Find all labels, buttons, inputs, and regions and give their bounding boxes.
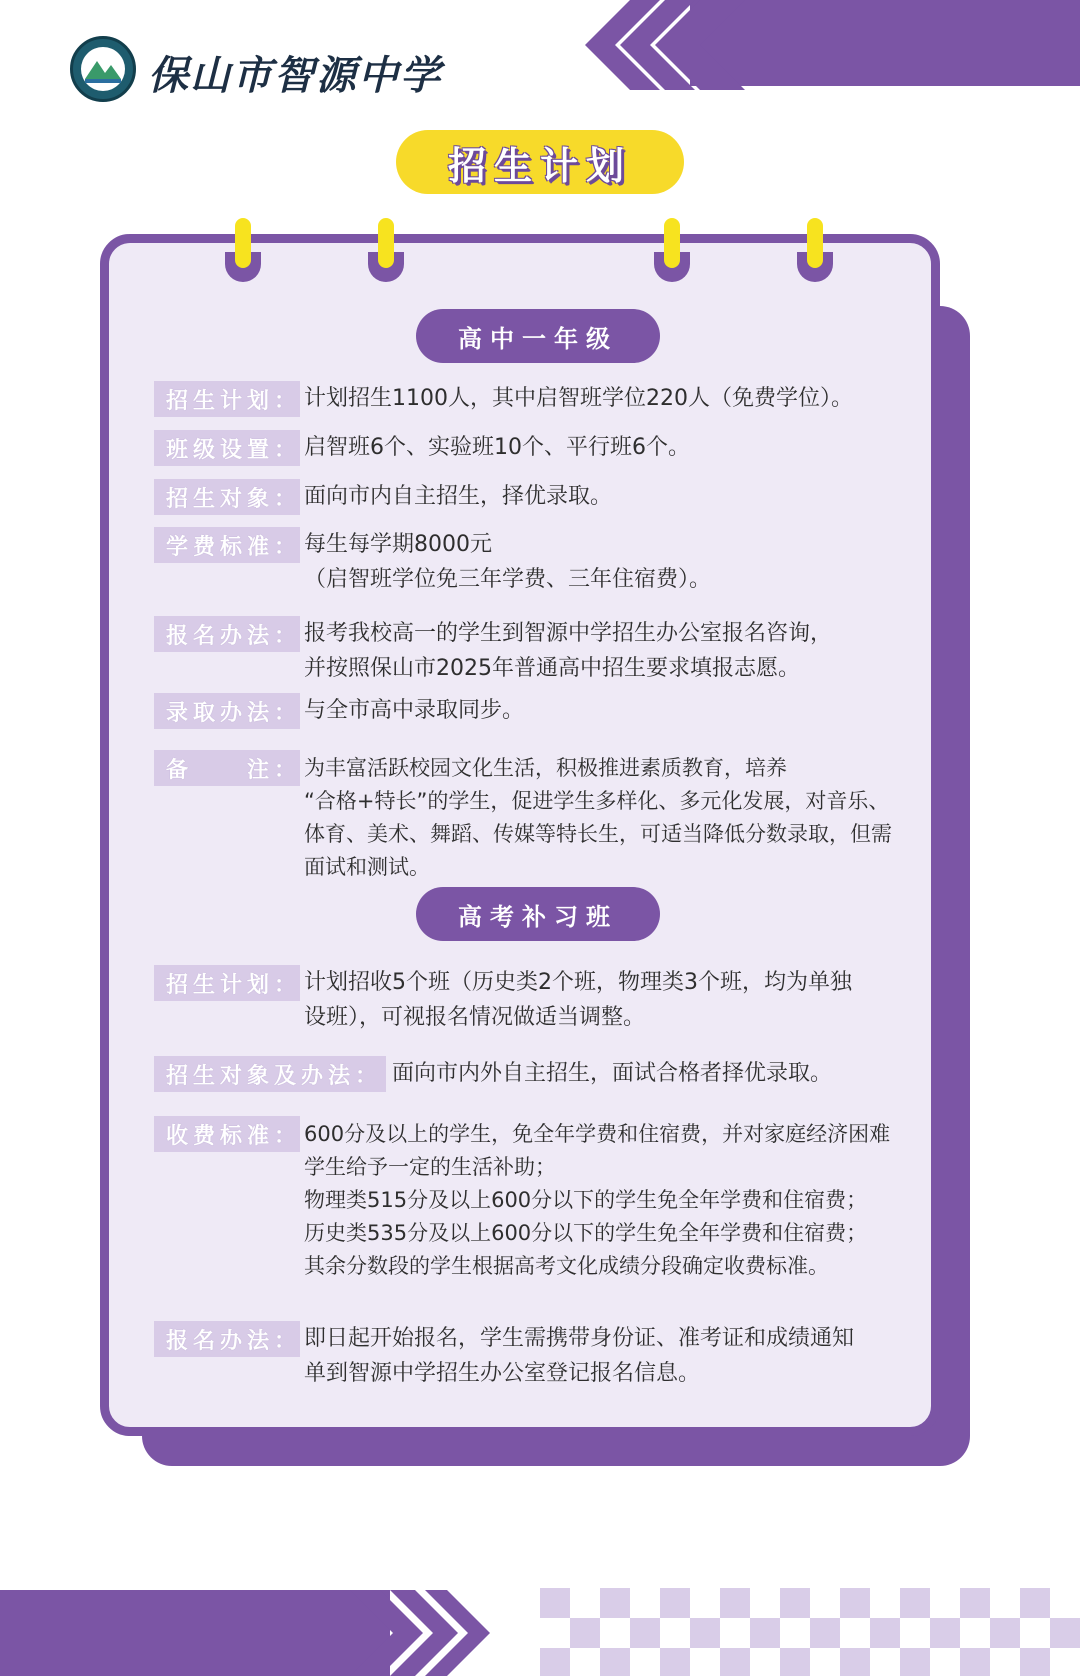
title-banner [396,130,684,194]
school-name: 保山市智源中学 [148,52,442,99]
school-logo [70,36,136,102]
binder-peg [807,218,823,268]
bottom-band [0,1590,390,1676]
section-heading-review-class: 高考补习班 [416,887,660,941]
chevron-decoration-top [585,0,745,90]
section-heading-grade-one: 高中一年级 [416,309,660,363]
text-review-plan: 计划招收5个班（历史类2个班，物理类3个班，均为单独 设班），可视报名情况做适当调整。 [304,970,852,1030]
label-tuition: 学费标准： [154,527,300,563]
label-remarks: 备 注： [154,750,300,786]
text-enrollment-plan: 计划招生1100人，其中启智班学位220人（免费学位）。 [304,386,853,411]
chevron-decoration-bottom [350,1590,490,1676]
label-registration: 报名办法： [154,616,300,652]
text-class-setup: 启智班6个、实验班10个、平行班6个。 [304,435,690,460]
label-enrollment-plan: 招生计划： [154,381,300,417]
text-target-students: 面向市内自主招生，择优录取。 [304,484,613,509]
label-class-setup: 班级设置： [154,430,300,466]
page-title: 招生计划 [447,143,632,188]
label-review-plan: 招生计划： [154,965,300,1001]
text-remarks: 为丰富活跃校园文化生活，积极推进素质教育，培养 “合格+特长”的学生，促进学生多样化、多元化发展，对音乐、 体育、美术、舞蹈、传媒等特长生，可适当降低分数录取，但需 面试和测试。 [304,756,892,879]
label-admission: 录取办法： [154,693,300,729]
label-review-target: 招生对象及办法： [154,1056,386,1092]
label-review-registration: 报名办法： [154,1321,300,1357]
text-review-target: 面向市内外自主招生，面试合格者择优录取。 [392,1061,833,1086]
mountain-emblem-icon [73,39,133,99]
label-fee-standard: 收费标准： [154,1116,300,1152]
binder-peg [664,218,680,268]
text-tuition: 每生每学期8000元 （启智班学位免三年学费、三年住宿费）。 [304,532,712,592]
checker-pattern-decoration [540,1588,1080,1676]
binder-peg [235,218,251,268]
text-admission: 与全市高中录取同步。 [304,698,525,723]
text-fee-standard: 600分及以上的学生，免全年学费和住宿费，并对家庭经济困难 学生给予一定的生活补助； 物理类515分及以上600分以下的学生免全年学费和住宿费； 历史类535分及以上600分以下的学生免全年学费和住宿费； 其余分数段的学生根据高考文化成绩分段确定收费标准。 [304,1122,891,1278]
text-review-registration: 即日起开始报名，学生需携带身份证、准考证和成绩通知 单到智源中学招生办公室登记报名信息。 [304,1326,855,1386]
binder-peg [378,218,394,268]
text-registration: 报考我校高一的学生到智源中学招生办公室报名咨询， 并按照保山市2025年普通高中招生要求填报志愿。 [304,621,833,681]
label-target-students: 招生对象： [154,479,300,515]
top-band [690,0,1080,86]
